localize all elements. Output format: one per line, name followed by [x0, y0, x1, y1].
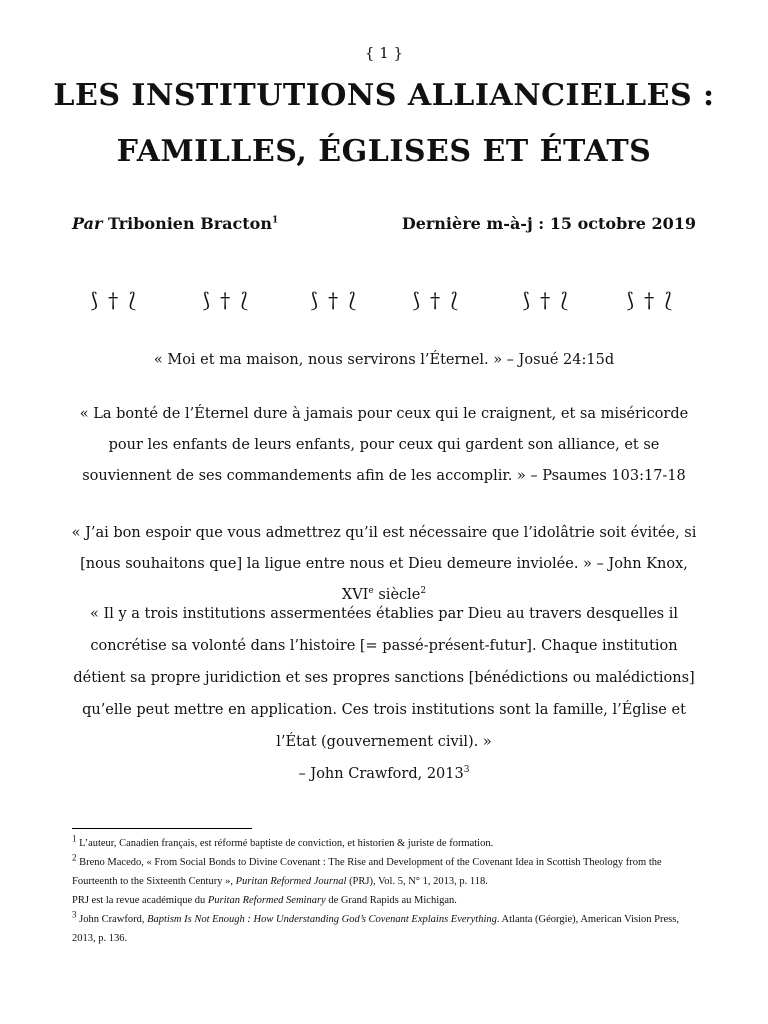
footnote-ref-2[interactable]: 2 [420, 586, 427, 597]
footnote-ref-1[interactable]: 1 [271, 215, 279, 226]
footnote-text: de Grand Rapids au Michigan. [325, 895, 457, 906]
footnote-number: 2 [72, 852, 77, 863]
cross-ornament-icon: ⟆ † ⟅ [310, 288, 359, 312]
title-line-1: LES INSTITUTIONS ALLIANCIELLES : [53, 78, 715, 113]
footnote-2 [72, 853, 692, 910]
footnote-1 [72, 834, 692, 853]
quote-crawford [64, 598, 704, 790]
page-number: { 1 } [364, 44, 404, 62]
author-line [72, 214, 278, 233]
footnote-ref-3[interactable]: 3 [463, 765, 470, 776]
quote-knox-text: « J’ai bon espoir que vous admettrez qu’il est nécessaire que l’idolâtrie soit évitée, si [nous souhaitons que] la ligue entre nous et Dieu demeure inviolée. » – John Knox, XVI [71, 525, 697, 603]
footnote-text: . Atlanta (Géorgie), American Vision Press, 2013, p. 136. [72, 914, 679, 944]
footnote-divider [72, 828, 252, 829]
quote-crawford-text: « Il y a trois institutions assermentées établies par Dieu au travers desquelles il concrétise sa volonté dans l’histoire [= passé-présent-futur]. Chaque institution détient sa propre juridiction et ses propres sanctions [bénédictions ou malédictions] qu’elle peut mettre en application. Ces trois institutions sont la famille, l’Église et l’État (gouvernement civil). » [73, 606, 695, 750]
footnote-text: PRJ est la revue académique du [72, 895, 208, 906]
quote-knox-century: siècle [373, 587, 421, 603]
seminary-name: Puritan Reformed Seminary [207, 895, 326, 906]
byline [72, 214, 696, 238]
footnote-number: 3 [72, 909, 77, 920]
century-suffix: e [368, 586, 374, 597]
cross-ornament-icon: ⟆ † ⟅ [626, 288, 675, 312]
footnote-text: (PRJ), Vol. 5, N° 1, 2013, p. 118. [346, 876, 488, 887]
cross-ornament-icon: ⟆ † ⟅ [412, 288, 461, 312]
footnotes [72, 834, 692, 948]
cross-ornament-icon: ⟆ † ⟅ [90, 288, 139, 312]
footnote-3 [72, 910, 692, 948]
footnote-number: 1 [72, 833, 77, 844]
quote-crawford-attribution [64, 758, 704, 790]
by-label: Par [72, 214, 103, 233]
title-line-2: FAMILLES, ÉGLISES ET ÉTATS [116, 134, 652, 169]
footnote-text: Breno Macedo, « From Social Bonds to Divine Covenant : The Rise and Development of the Covenant Idea in Scottish Theology from the Fourteenth to the Sixteenth Century », [72, 857, 662, 887]
last-updated: Dernière m-à-j : 15 octobre 2019 [401, 214, 696, 233]
quote-psalms: « La bonté de l’Éternel dure à jamais pour ceux qui le craignent, et sa miséricorde pour les enfants de leurs enfants, pour ceux qui gardent son alliance, et se souviennent de ses commandements afin de les accomplir. » – Psaumes 103:17-18 [79, 406, 689, 484]
footnote-text: L’auteur, Canadien français, est réformé baptiste de conviction, et historien & juriste de formation. [76, 838, 494, 849]
cross-ornament-icon: ⟆ † ⟅ [522, 288, 571, 312]
journal-title: Puritan Reformed Journal [235, 876, 347, 887]
book-title: Baptism Is Not Enough : How Understanding God’s Covenant Explains Everything [147, 914, 497, 925]
author-name: Tribonien Bracton [107, 214, 272, 233]
ornament-row [90, 288, 680, 316]
quote-joshua: « Moi et ma maison, nous servirons l’Éternel. » – Josué 24:15d [153, 352, 615, 368]
attribution-text: – John Crawford, 2013 [298, 766, 464, 782]
cross-ornament-icon: ⟆ † ⟅ [202, 288, 251, 312]
footnote-text: John Crawford, [76, 914, 148, 925]
